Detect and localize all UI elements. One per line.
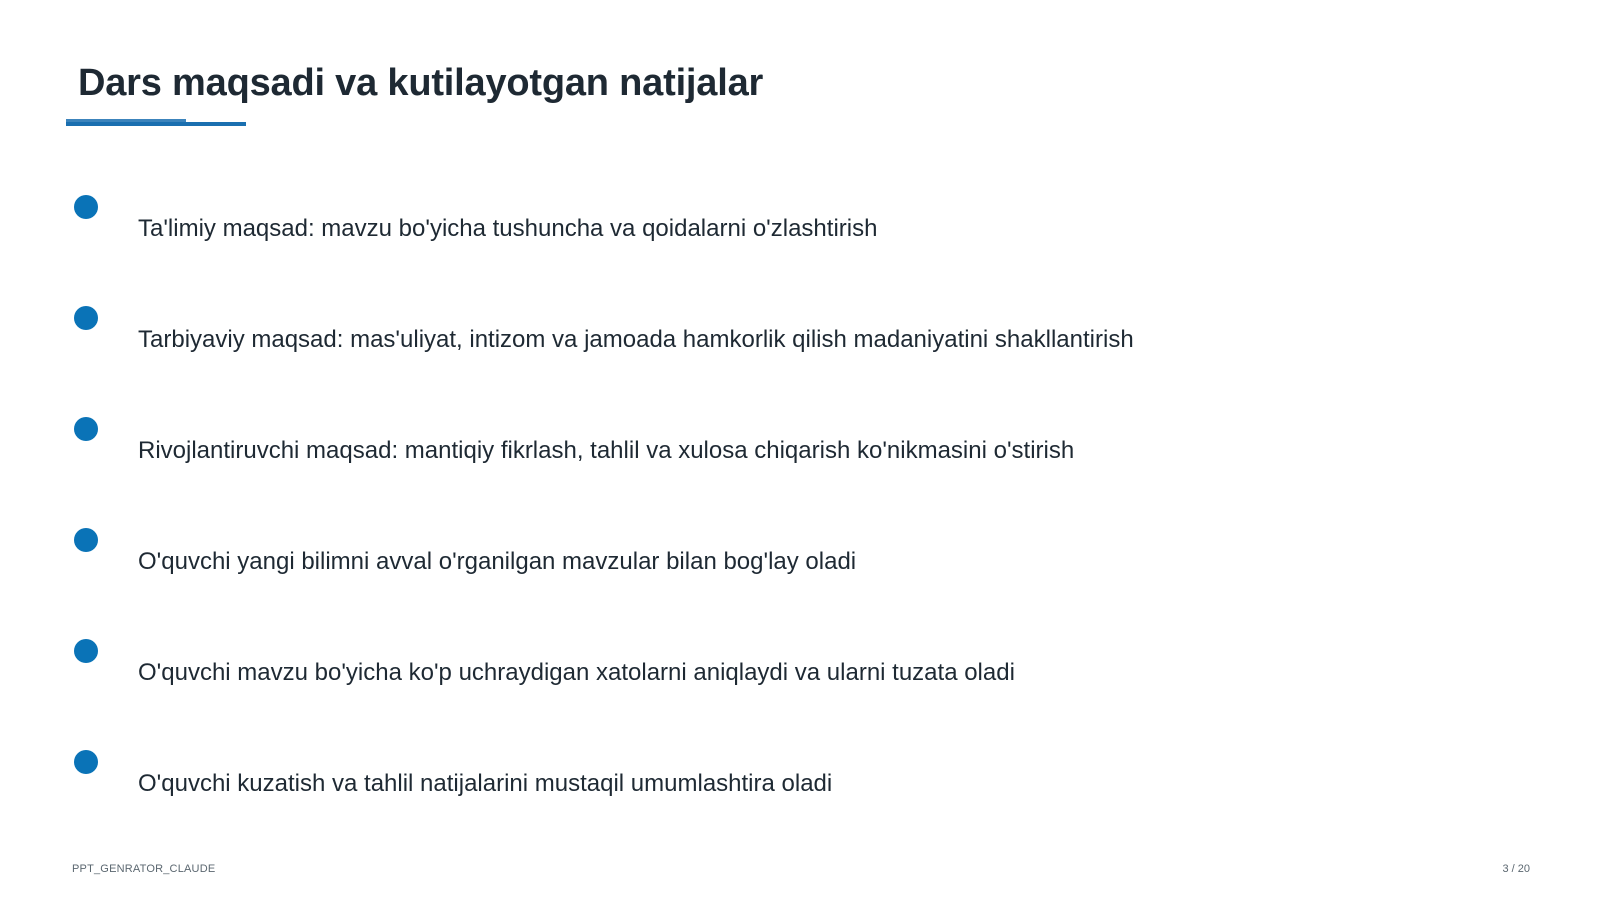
bullet-dot-icon bbox=[74, 417, 98, 441]
bullet-text: Tarbiyaviy maqsad: mas'uliyat, intizom va jamoada hamkorlik qilish madaniyatini shakllantirish bbox=[138, 326, 1134, 353]
bullet-dot-icon bbox=[74, 528, 98, 552]
slide-title: Dars maqsadi va kutilayotgan natijalar bbox=[78, 62, 764, 104]
bullet-item bbox=[0, 639, 1600, 719]
bullet-text: O'quvchi kuzatish va tahlil natijalarini mustaqil umumlashtira oladi bbox=[138, 770, 833, 797]
bullet-item bbox=[0, 306, 1600, 386]
footer-source-label: PPT_GENRATOR_CLAUDE bbox=[72, 863, 216, 875]
bullet-text: Ta'limiy maqsad: mavzu bo'yicha tushuncha va qoidalarni o'zlashtirish bbox=[138, 215, 878, 242]
bullet-text: Rivojlantiruvchi maqsad: mantiqiy fikrlash, tahlil va xulosa chiqarish ko'nikmasini o'stirish bbox=[138, 437, 1075, 464]
bullet-dot-icon bbox=[74, 306, 98, 330]
bullet-text: O'quvchi yangi bilimni avval o'rganilgan mavzular bilan bog'lay oladi bbox=[138, 548, 857, 575]
bullet-dot-icon bbox=[74, 195, 98, 219]
bullet-item bbox=[0, 750, 1600, 830]
bullet-text: O'quvchi mavzu bo'yicha ko'p uchraydigan xatolarni aniqlaydi va ularni tuzata oladi bbox=[138, 659, 1015, 686]
bullet-item bbox=[0, 528, 1600, 608]
bullet-dot-icon bbox=[74, 639, 98, 663]
bullet-item bbox=[0, 417, 1600, 497]
page-indicator: 3 / 20 bbox=[1502, 863, 1530, 875]
bullet-item bbox=[0, 195, 1600, 275]
bullet-dot-icon bbox=[74, 750, 98, 774]
